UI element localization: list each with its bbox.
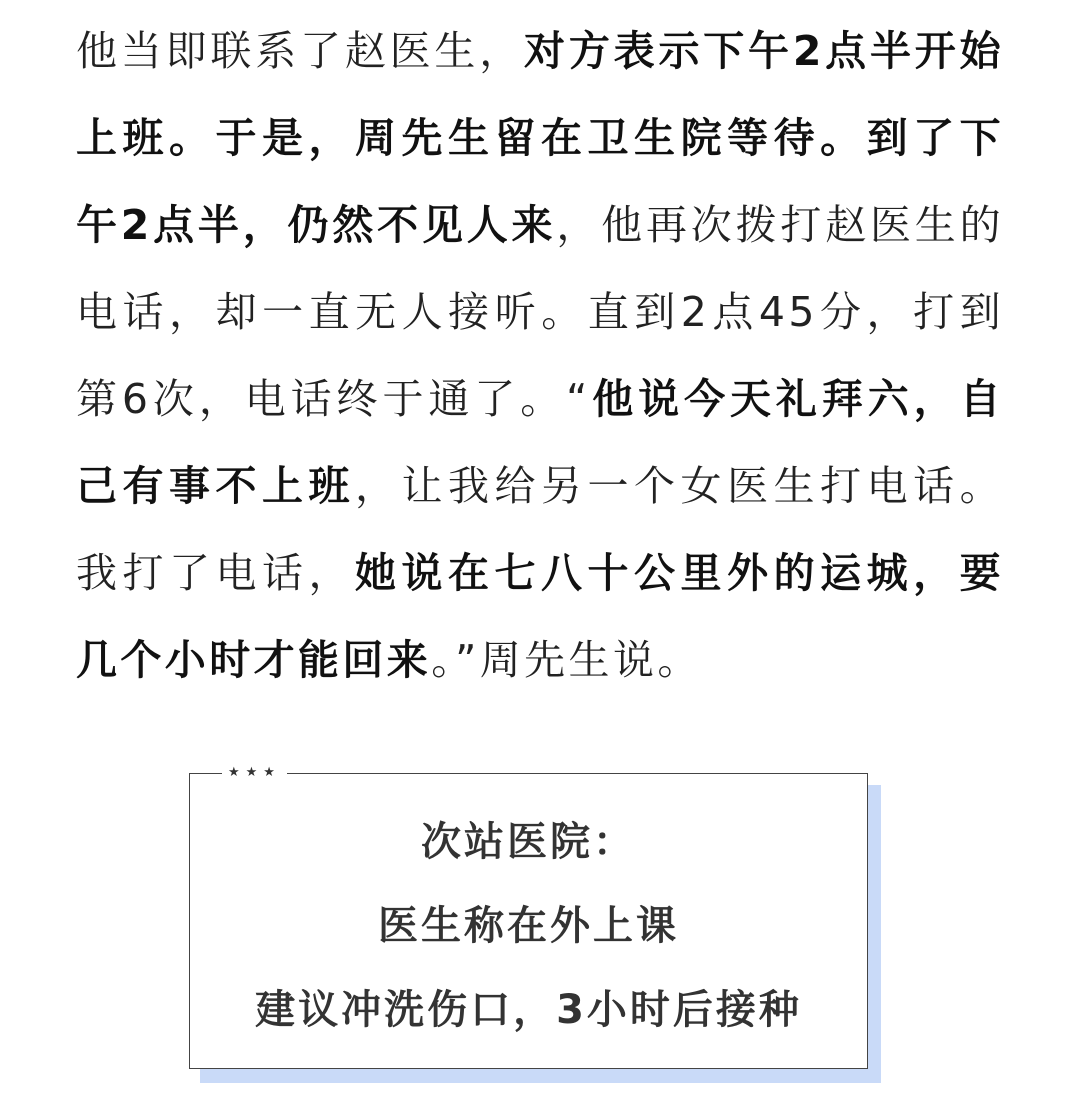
article-text-run-bold: 对方表示下午2点半开始上班。于是，周先生留在卫生院等待。到了下午2点半，仍然不见人来 [76,27,1004,249]
summary-card [189,765,868,1069]
article-text-run: ，让我给另一个女医生打电话。我打了电话， [76,462,1004,597]
card-heading: 次站医院： [421,819,636,865]
article-text-run: 。”周先生说。 [431,636,702,684]
article-text-run: 他当即联系了赵医生， [76,27,525,75]
article-text-run-bold: 他说今天礼拜六，自己有事不上班 [76,375,1004,510]
article-text-run-bold: 她说在七八十公里外的运城，要几个小时才能回来 [76,549,1004,684]
star-decoration-icon: ★★★ [222,760,287,786]
card-line: 医生称在外上课 [378,903,679,949]
card-line: 建议冲洗伤口，3小时后接种 [255,987,802,1033]
article-text-run: ，他再次拨打赵医生的电话，却一直无人接听。直到2点45分，打到第6次，电话终于通了。“ [76,201,1005,423]
card-text-block [190,800,867,1052]
article-paragraph [76,8,1004,704]
